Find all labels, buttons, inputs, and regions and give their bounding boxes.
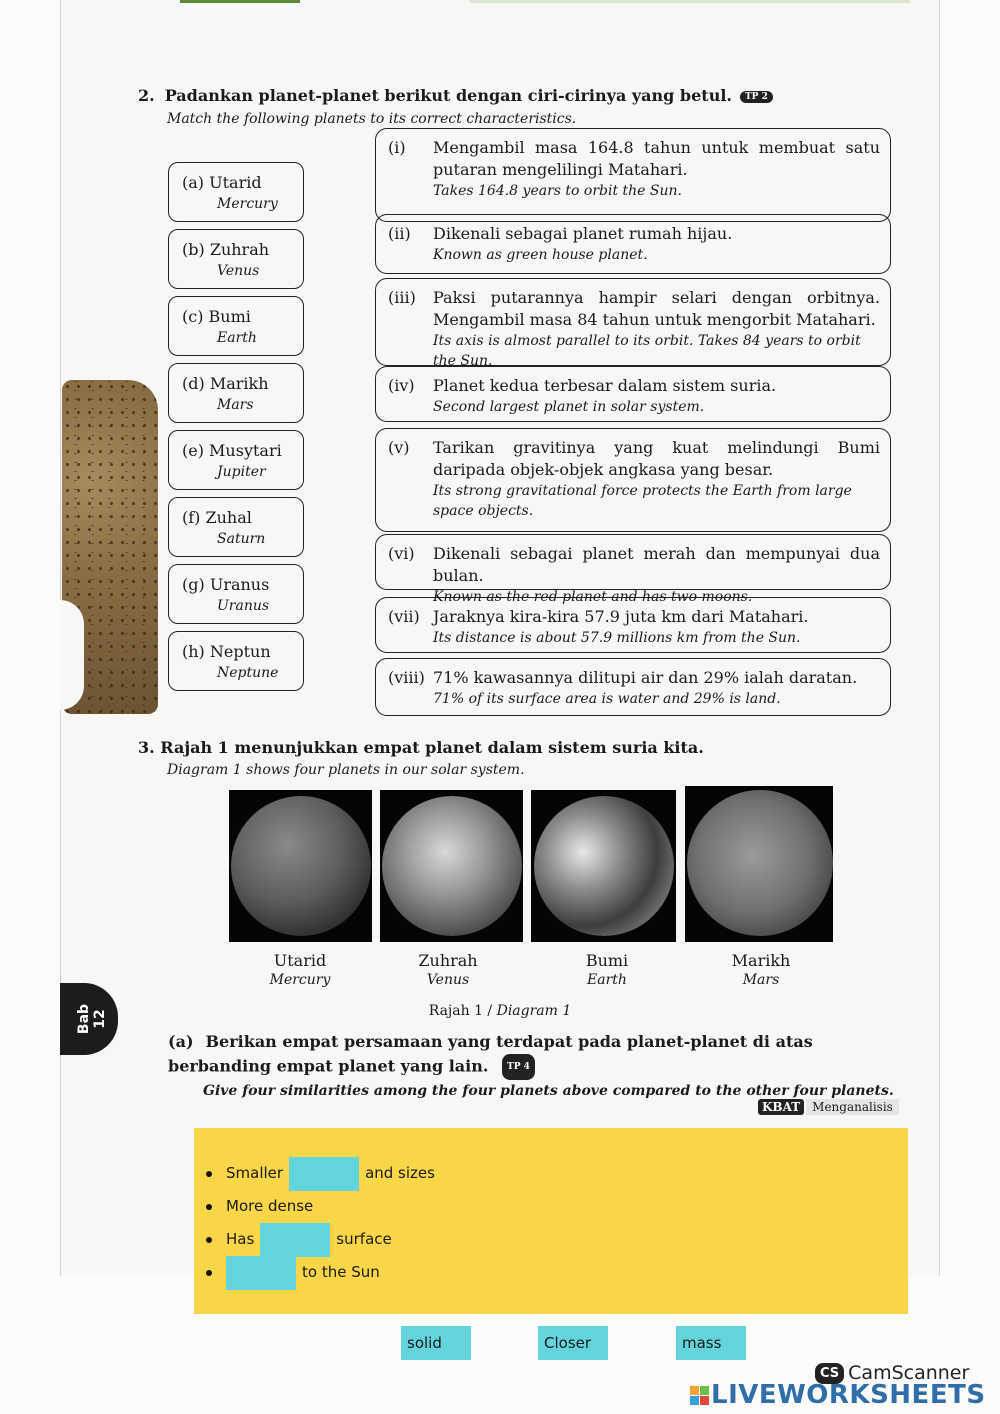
drop-blank[interactable]	[260, 1223, 330, 1257]
characteristic-box: (iv) Planet kedua terbesar dalam sistem suria. Second largest planet in solar system.	[375, 366, 891, 422]
liveworksheets-grid-icon	[690, 1386, 709, 1405]
characteristic-box: (v) Tarikan gravitinya yang kuat melindungi Bumi daripada objek-objek angkasa yang besar. Its strong gravitational force protects the Earth from large space objects.	[375, 428, 891, 532]
diagram-label-mercury: Utarid Mercury	[269, 951, 331, 988]
word-chip-closer[interactable]: Closer	[538, 1326, 608, 1360]
planet-box: (b) Zuhrah Venus	[168, 229, 304, 289]
question-number: 2.	[138, 86, 155, 105]
answer-line: More dense	[206, 1189, 313, 1223]
question-text-ms: Padankan planet-planet berikut dengan ciri-cirinya yang betul.	[164, 86, 732, 105]
diagram-caption: Rajah 1 / Diagram 1	[428, 1003, 572, 1019]
liveworksheets-logo: LIVEWORKSHEETS	[690, 1380, 986, 1410]
planet-box: (h) Neptun Neptune	[168, 631, 304, 691]
planet-box: (f) Zuhal Saturn	[168, 497, 304, 557]
question-2-subheading: Match the following planets to its correct characteristics.	[167, 111, 577, 127]
characteristic-box: (iii) Paksi putarannya hampir selari dengan orbitnya. Mengambil masa 84 tahun untuk mengorbit Matahari. Its axis is almost parallel to its orbit. Takes 84 years to orbit the Sun.	[375, 278, 891, 366]
planet-box: (g) Uranus Uranus	[168, 564, 304, 624]
word-chip-solid[interactable]: solid	[401, 1326, 471, 1360]
tp-badge: TP 2	[740, 91, 773, 103]
bullet-icon	[206, 1270, 212, 1276]
earth-image	[531, 790, 676, 942]
characteristic-box: (ii) Dikenali sebagai planet rumah hijau. Known as green house planet.	[375, 214, 891, 274]
diagram-label-venus: Zuhrah Venus	[418, 951, 478, 988]
bullet-icon	[206, 1237, 212, 1243]
venus-image	[380, 790, 523, 942]
diagram-label-earth: Bumi Earth	[585, 951, 629, 988]
page-top-decoration-light	[470, 0, 910, 3]
diagram-label-mars: Marikh Mars	[731, 951, 791, 988]
characteristic-box: (viii) 71% kawasannya dilitupi air dan 29% ialah daratan. 71% of its surface area is water and 29% is land.	[375, 658, 891, 716]
mars-image	[685, 786, 833, 942]
characteristic-box: (i) Mengambil masa 164.8 tahun untuk membuat satu putaran mengelilingi Matahari. Takes 164.8 years to orbit the Sun.	[375, 128, 891, 222]
question-2-heading	[138, 86, 773, 105]
characteristic-box: (vi) Dikenali sebagai planet merah dan mempunyai dua bulan. Known as the red planet and has two moons.	[375, 534, 891, 590]
planet-box: (c) Bumi Earth	[168, 296, 304, 356]
camscanner-watermark: CS CamScanner	[815, 1362, 969, 1384]
tp-badge: TP 4	[502, 1054, 535, 1080]
kbat-badge: KBAT Menganalisis	[758, 1100, 899, 1114]
drop-blank[interactable]	[289, 1157, 359, 1191]
planet-box: (a) Utarid Mercury	[168, 162, 304, 222]
question-text-ms: Rajah 1 menunjukkan empat planet dalam sistem suria kita.	[160, 738, 704, 757]
word-chip-mass[interactable]: mass	[676, 1326, 746, 1360]
page-top-decoration	[180, 0, 300, 3]
question-3-subheading: Diagram 1 shows four planets in our solar system.	[167, 762, 525, 778]
clip-notch	[60, 600, 84, 710]
question-3-heading	[138, 738, 704, 757]
question-3a: (a) Berikan empat persamaan yang terdapat pada planet-planet di atas berbanding empat planet yang lain. TP 4 Give four similarities among the four planets above compared to the other four planets.	[168, 1032, 894, 1099]
mercury-image	[229, 790, 372, 942]
camscanner-logo: CS	[815, 1363, 844, 1384]
bullet-icon	[206, 1204, 212, 1210]
planet-box: (e) Musytari Jupiter	[168, 430, 304, 490]
question-number: 3.	[138, 738, 155, 757]
bullet-icon	[206, 1171, 212, 1177]
answer-line: Smaller and sizes	[206, 1156, 435, 1190]
answer-line: Has surface	[206, 1222, 392, 1256]
characteristic-box: (vii) Jaraknya kira-kira 57.9 juta km dari Matahari. Its distance is about 57.9 millions km from the Sun.	[375, 597, 891, 653]
planet-box: (d) Marikh Mars	[168, 363, 304, 423]
chapter-tab: Bab 12	[60, 983, 118, 1055]
drop-blank[interactable]	[226, 1256, 296, 1290]
answer-panel	[194, 1128, 908, 1314]
answer-line: to the Sun	[206, 1255, 380, 1289]
